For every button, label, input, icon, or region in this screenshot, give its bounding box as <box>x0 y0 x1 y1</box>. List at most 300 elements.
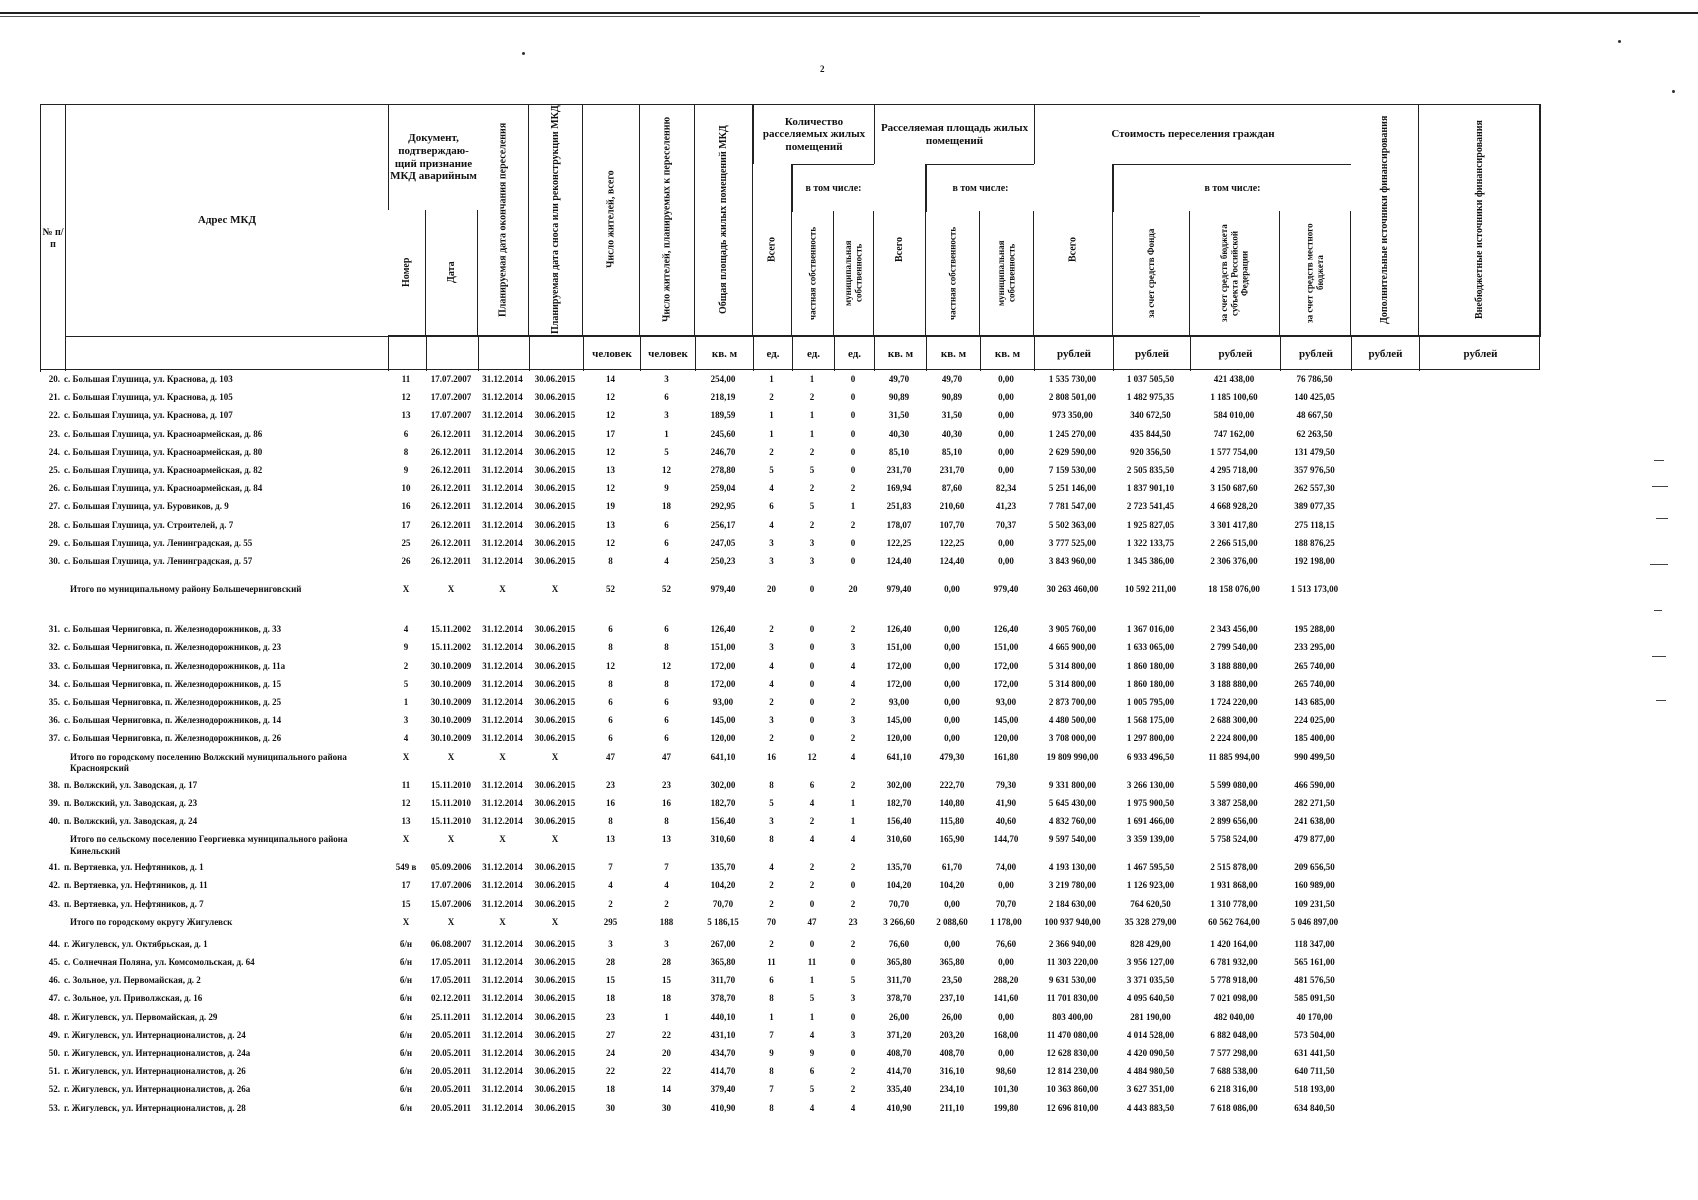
cell-sl: 224 025,00 <box>1294 715 1335 726</box>
cell-cp: 4 <box>809 1029 815 1040</box>
cell-dem: 30.06.2015 <box>534 501 576 512</box>
cell-end: 31.12.2014 <box>482 697 523 707</box>
cell-rp: 6 <box>664 715 669 726</box>
cell-c: 4 <box>769 660 774 671</box>
cell-dem: 30.06.2015 <box>534 465 576 475</box>
cell-rp: 8 <box>664 816 669 826</box>
cell-am: 0,00 <box>998 537 1014 548</box>
cell-ss: 2 224 800,00 <box>1210 733 1258 744</box>
cell-addr: г. Жигулевск, ул. Интернационалистов, д. 24а <box>64 1048 251 1058</box>
table-row <box>40 447 1540 465</box>
cell-s: 5 314 800,00 <box>1048 678 1097 689</box>
cell-s: 3 219 780,00 <box>1048 880 1097 891</box>
cell-c: 2 <box>769 898 774 909</box>
cell-a: 182,70 <box>886 797 912 808</box>
cell-sf: 4 095 640,50 <box>1126 993 1175 1004</box>
cell-c: 70 <box>767 916 776 927</box>
cell-am: 144,70 <box>993 834 1019 845</box>
header-residents-total: Число жителей, всего <box>583 104 640 336</box>
cell-area: 434,70 <box>710 1048 736 1058</box>
cell-date: 26.12.2011 <box>430 519 471 530</box>
cell-ap: 26,00 <box>941 1011 963 1022</box>
cell-num: 9 <box>403 465 409 475</box>
table-row <box>40 642 1540 660</box>
cell-s: 2 366 940,00 <box>1048 938 1097 949</box>
cell-end: 31.12.2014 <box>482 556 523 566</box>
cell-num: 6 <box>403 428 409 439</box>
cell-n: 22. <box>48 410 60 421</box>
cell-addr: с. Большая Глушица, ул. Ленинградская, д. 57 <box>64 556 253 566</box>
cell-a: 172,00 <box>886 678 912 689</box>
cell-dem: 30.06.2015 <box>534 938 576 949</box>
cell-sf: 1 837 901,10 <box>1126 483 1175 494</box>
cell-cm: 2 <box>850 779 856 790</box>
cell-sf: 920 356,50 <box>1130 446 1171 457</box>
cell-a: 365,80 <box>886 957 912 967</box>
unit-cell: человек <box>640 336 695 371</box>
cell-ap: 0,00 <box>944 733 960 744</box>
cell-date: 26.12.2011 <box>430 483 471 494</box>
cell-rt: 8 <box>608 678 613 689</box>
cell-a: 156,40 <box>886 816 912 826</box>
cell-addr: Итого по городскому поселению Волжский муниципального района Красноярский <box>70 751 347 774</box>
cell-sf: 340 672,50 <box>1130 410 1171 421</box>
cell-s: 30 263 460,00 <box>1046 584 1099 595</box>
cell-sf: 1 860 180,00 <box>1126 678 1175 689</box>
cell-date: 30.10.2009 <box>430 715 472 726</box>
cell-end: 31.12.2014 <box>482 733 523 744</box>
cell-sl: 518 193,00 <box>1294 1084 1335 1095</box>
cell-n: 35. <box>48 697 60 707</box>
cell-end: X <box>499 584 506 595</box>
cell-rp: 3 <box>664 938 669 949</box>
cell-c: 20 <box>767 584 776 595</box>
cell-n: 33. <box>48 660 60 671</box>
cell-sf: 281 190,00 <box>1130 1011 1171 1022</box>
cell-ss: 584 010,00 <box>1213 410 1255 421</box>
cell-rt: 27 <box>606 1029 615 1040</box>
cell-rt: 14 <box>606 374 615 384</box>
cell-s: 12 696 810,00 <box>1046 1102 1099 1113</box>
header-planned-demolition: Планируемая дата сноса или реконструкции МКД <box>529 104 583 336</box>
cell-ap: 234,10 <box>939 1084 965 1095</box>
header-no: № п/п <box>40 104 65 372</box>
cell-end: 31.12.2014 <box>482 410 523 421</box>
header-cost-group: Стоимость переселения граждан <box>1034 104 1351 164</box>
cell-n: 32. <box>48 642 60 653</box>
unit-cell: кв. м <box>874 336 926 371</box>
cell-cp: 6 <box>809 1066 815 1077</box>
cell-c: 2 <box>769 446 774 457</box>
table-row <box>40 538 1540 556</box>
cell-a: 70,70 <box>888 898 910 909</box>
cell-cm: 2 <box>850 1084 856 1095</box>
cell-dem: 30.06.2015 <box>534 715 576 726</box>
cell-cp: 6 <box>809 779 815 790</box>
cell-am: 168,00 <box>993 1029 1019 1040</box>
cell-dem: 30.06.2015 <box>534 624 576 635</box>
cell-s: 3 708 000,00 <box>1048 733 1097 744</box>
cell-end: 31.12.2014 <box>482 862 523 873</box>
table-row <box>40 483 1540 501</box>
cell-cm: 0 <box>850 1048 856 1058</box>
cell-date: 15.11.2002 <box>430 642 471 653</box>
cell-sf: 3 266 130,00 <box>1126 779 1175 790</box>
cell-c: 11 <box>767 957 776 967</box>
header-area-group: Расселяемая площадь жилых помещений <box>874 104 1034 164</box>
cell-sl: 265 740,00 <box>1294 660 1335 671</box>
cell-c: 3 <box>769 715 774 726</box>
cell-n: 46. <box>48 975 60 986</box>
cell-sl: 479 877,00 <box>1294 834 1335 845</box>
cell-n: 24. <box>48 446 60 457</box>
cell-date: 17.05.2011 <box>430 975 471 986</box>
cell-am: 141,60 <box>993 993 1019 1004</box>
cell-cp: 0 <box>809 624 815 635</box>
cell-a: 104,20 <box>886 880 912 891</box>
table-row <box>40 374 1540 392</box>
cell-dem: 30.06.2015 <box>534 733 576 744</box>
cell-rp: 5 <box>664 446 669 457</box>
cell-n: 44. <box>48 938 60 949</box>
cell-a: 40,30 <box>888 428 910 439</box>
cell-ap: 61,70 <box>941 862 963 873</box>
cell-cm: 3 <box>850 1029 856 1040</box>
cell-am: 0,00 <box>998 1048 1014 1058</box>
cell-sl: 5 046 897,00 <box>1290 916 1339 927</box>
cell-cm: 0 <box>850 556 856 566</box>
cell-cp: 2 <box>809 483 815 494</box>
cell-am: 0,00 <box>998 556 1014 566</box>
cell-rt: 13 <box>606 834 615 845</box>
cell-s: 4 480 500,00 <box>1048 715 1097 726</box>
header-doc-date: Дата <box>426 210 478 336</box>
cell-rt: 4 <box>608 880 613 891</box>
cell-n: 42. <box>48 880 60 891</box>
cell-c: 8 <box>769 779 774 790</box>
cell-rp: 6 <box>664 537 669 548</box>
header-document: Документ, подтверждаю-щий признание МКД аварийным <box>388 104 478 210</box>
cell-sl: 640 711,50 <box>1294 1066 1335 1077</box>
cell-rp: 16 <box>662 797 671 808</box>
cell-am: 40,60 <box>995 816 1017 826</box>
cell-a: 3 266,60 <box>883 916 915 927</box>
header-extrabudget: Внебюджетные источники финансирования <box>1419 104 1541 336</box>
cell-date: 20.05.2011 <box>430 1084 471 1095</box>
cell-s: 11 470 080,00 <box>1046 1029 1099 1040</box>
cell-end: 31.12.2014 <box>482 465 523 475</box>
cell-a: 172,00 <box>886 660 912 671</box>
cell-c: 3 <box>769 642 774 653</box>
cell-a: 311,70 <box>886 975 912 986</box>
cell-area: 5 186,15 <box>707 916 739 927</box>
unit-cell: ед. <box>753 336 792 371</box>
cell-addr: п. Вертяевка, ул. Нефтяников, д. 11 <box>64 880 208 891</box>
cell-area: 259,04 <box>710 483 736 494</box>
cell-sl: 131 479,50 <box>1294 446 1335 457</box>
cell-c: 8 <box>769 1102 774 1113</box>
table-row <box>40 556 1540 574</box>
cell-cp: 5 <box>809 993 815 1004</box>
table-row <box>40 733 1540 751</box>
cell-cp: 0 <box>809 678 815 689</box>
cell-sl: 40 170,00 <box>1296 1011 1333 1022</box>
cell-ap: 479,30 <box>939 751 965 762</box>
cell-dem: 30.06.2015 <box>534 519 576 530</box>
cell-c: 1 <box>769 374 774 384</box>
cell-date: X <box>447 584 455 595</box>
cell-ap: 49,70 <box>941 374 963 384</box>
table-row <box>40 679 1540 697</box>
cell-cp: 2 <box>809 446 815 457</box>
cell-rp: 1 <box>664 428 669 439</box>
cell-am: 70,37 <box>995 519 1017 530</box>
cell-sl: 1 513 173,00 <box>1290 584 1339 595</box>
cell-cp: 3 <box>809 537 815 548</box>
cell-cm: 3 <box>850 993 856 1004</box>
cell-s: 19 809 990,00 <box>1046 751 1099 762</box>
cell-date: 26.12.2011 <box>430 501 471 512</box>
cell-end: 31.12.2014 <box>482 660 523 671</box>
cell-rt: 24 <box>606 1048 615 1058</box>
cell-rt: 47 <box>606 751 615 762</box>
cell-num: 549 в <box>395 862 417 873</box>
cell-cm: 2 <box>850 624 856 635</box>
cell-date: 30.10.2009 <box>430 660 472 671</box>
cell-rt: 17 <box>606 428 615 439</box>
cell-sl: 76 786,50 <box>1296 374 1333 384</box>
cell-a: 124,40 <box>886 556 912 566</box>
cell-c: 1 <box>769 428 774 439</box>
table-row <box>40 410 1540 428</box>
cell-area: 267,00 <box>710 938 736 949</box>
cell-ss: 2 899 656,00 <box>1210 816 1258 826</box>
cell-end: X <box>499 916 506 927</box>
cell-dem: 30.06.2015 <box>534 816 576 826</box>
cell-num: 17 <box>401 880 411 891</box>
cell-area: 246,70 <box>710 446 736 457</box>
cell-n: 37. <box>48 733 60 744</box>
cell-ap: 2 088,60 <box>936 916 968 927</box>
cell-cm: 0 <box>850 374 856 384</box>
cell-area: 245,60 <box>710 428 736 439</box>
cell-ss: 1 185 100,60 <box>1210 392 1258 403</box>
cell-addr: г. Жигулевск, ул. Интернационалистов, д. 26а <box>64 1084 251 1095</box>
header-planned-end: Планируемая дата окончания переселения <box>478 104 529 336</box>
cell-addr: г. Жигулевск, ул. Интернационалистов, д. 28 <box>64 1102 246 1113</box>
cell-n: 48. <box>48 1011 60 1022</box>
cell-addr: с. Большая Глушица, ул. Краснова, д. 107 <box>64 410 233 421</box>
cell-ap: 165,90 <box>939 834 965 845</box>
cell-sf: 3 359 139,00 <box>1126 834 1175 845</box>
cell-cm: 0 <box>850 446 856 457</box>
cell-am: 79,30 <box>995 779 1017 790</box>
cell-area: 189,59 <box>710 410 736 421</box>
cell-rp: 2 <box>664 898 669 909</box>
cell-dem: 30.06.2015 <box>534 1102 576 1113</box>
cell-cp: 1 <box>809 410 815 421</box>
cell-sl: 585 091,50 <box>1294 993 1335 1004</box>
cell-ss: 1 420 164,00 <box>1210 938 1258 949</box>
cell-end: 31.12.2014 <box>482 374 523 384</box>
cell-am: 41,90 <box>995 797 1017 808</box>
cell-ss: 60 562 764,00 <box>1208 916 1260 927</box>
cell-addr: с. Большая Черниговка, п. Железнодорожников, д. 15 <box>64 678 282 689</box>
cell-end: 31.12.2014 <box>482 501 523 512</box>
cell-rp: 8 <box>664 678 669 689</box>
cell-ap: 237,10 <box>939 993 965 1004</box>
cell-c: 3 <box>769 816 774 826</box>
cell-cp: 47 <box>807 916 817 927</box>
cell-addr: Итого по городскому округу Жигулевск <box>70 916 233 927</box>
cell-s: 1 245 270,00 <box>1048 428 1097 439</box>
cell-num: б/н <box>399 1084 413 1095</box>
cell-ss: 1 931 868,00 <box>1210 880 1258 891</box>
cell-ss: 6 781 932,00 <box>1210 957 1258 967</box>
cell-addr: с. Зольное, ул. Приволжская, д. 16 <box>64 993 203 1004</box>
cell-cm: 0 <box>850 880 856 891</box>
cell-ss: 2 799 540,00 <box>1210 642 1258 653</box>
cell-sl: 195 288,00 <box>1294 624 1335 635</box>
table-row <box>40 465 1540 483</box>
unit-cell: ед. <box>834 336 874 371</box>
cell-rp: 7 <box>664 862 669 873</box>
cell-ap: 0,00 <box>944 624 960 635</box>
cell-rt: 12 <box>606 410 615 421</box>
cell-rp: 52 <box>662 584 671 595</box>
cell-am: 0,00 <box>998 957 1014 967</box>
header-count-private: частная собственность <box>792 211 834 336</box>
cell-a: 414,70 <box>886 1066 912 1077</box>
cell-a: 251,83 <box>886 501 912 512</box>
cell-cm: 20 <box>848 584 858 595</box>
cell-ap: 122,25 <box>939 537 965 548</box>
cell-a: 371,20 <box>886 1029 912 1040</box>
cell-area: 104,20 <box>710 880 736 891</box>
cell-am: 76,60 <box>995 938 1017 949</box>
cell-area: 278,80 <box>710 465 736 475</box>
unit-cell: рублей <box>1113 336 1190 371</box>
cell-num: 8 <box>403 446 409 457</box>
cell-c: 2 <box>769 938 774 949</box>
cell-rt: 15 <box>606 975 615 986</box>
cell-ss: 4 668 928,20 <box>1210 501 1258 512</box>
cell-cp: 0 <box>809 584 815 595</box>
cell-am: 126,40 <box>993 624 1019 635</box>
cell-area: 250,23 <box>710 556 736 566</box>
unit-empty <box>388 336 426 371</box>
cell-ap: 85,10 <box>941 446 963 457</box>
cell-rt: 6 <box>608 733 613 744</box>
cell-n: 21. <box>48 392 60 403</box>
cell-addr: Итого по сельскому поселению Георгиевка муниципального района Кинельский <box>70 834 348 856</box>
header-area-municipal: муниципальная собственность <box>980 211 1034 336</box>
header-doc-number: Номер <box>388 210 426 336</box>
cell-rt: 2 <box>608 898 613 909</box>
cell-area: 378,70 <box>710 993 736 1004</box>
cell-c: 2 <box>769 880 774 891</box>
cell-ap: 0,00 <box>944 938 960 949</box>
cell-addr: г. Жигулевск, ул. Первомайская, д. 29 <box>64 1011 218 1022</box>
cell-date: 17.07.2006 <box>430 880 472 891</box>
cell-end: 31.12.2014 <box>482 975 523 986</box>
cell-am: 145,00 <box>993 715 1019 726</box>
cell-rt: 23 <box>606 1011 615 1022</box>
cell-sf: 1 568 175,00 <box>1126 715 1175 726</box>
cell-cp: 1 <box>809 428 815 439</box>
cell-s: 11 701 830,00 <box>1046 993 1099 1004</box>
cell-sl: 357 976,50 <box>1294 465 1335 475</box>
cell-date: 30.10.2009 <box>430 697 472 707</box>
cell-area: 254,00 <box>710 374 736 384</box>
cell-cp: 0 <box>809 938 815 949</box>
cell-area: 135,70 <box>710 862 736 873</box>
unit-cell: рублей <box>1034 336 1113 371</box>
cell-n: 26. <box>48 483 60 494</box>
cell-num: 3 <box>403 715 409 726</box>
cell-n: 39. <box>48 797 60 808</box>
cell-sf: 6 933 496,50 <box>1126 751 1175 762</box>
cell-dem: 30.06.2015 <box>534 642 576 653</box>
cell-ap: 316,10 <box>939 1066 965 1077</box>
cell-s: 5 645 430,00 <box>1048 797 1097 808</box>
table-row <box>40 392 1540 410</box>
cell-num: X <box>402 834 410 845</box>
cell-am: 199,80 <box>993 1102 1019 1113</box>
cell-dem: 30.06.2015 <box>534 537 576 548</box>
cell-am: 288,20 <box>993 975 1019 986</box>
cell-c: 4 <box>769 519 774 530</box>
cell-cm: 2 <box>850 483 856 494</box>
cell-num: 25 <box>401 537 411 548</box>
cell-sf: 10 592 211,00 <box>1124 584 1177 595</box>
cell-end: 31.12.2014 <box>482 624 523 635</box>
cell-end: 31.12.2014 <box>482 1029 523 1040</box>
cell-rt: 3 <box>608 938 613 949</box>
cell-area: 247,05 <box>710 537 736 548</box>
cell-date: 26.12.2011 <box>430 556 471 566</box>
cell-rp: 18 <box>662 501 671 512</box>
cell-area: 641,10 <box>710 751 736 762</box>
cell-c: 8 <box>769 993 774 1004</box>
cell-c: 4 <box>769 678 774 689</box>
cell-am: 0,00 <box>998 392 1014 403</box>
cell-cp: 4 <box>809 834 815 845</box>
cell-cp: 4 <box>809 1102 815 1113</box>
cell-rp: 6 <box>664 624 669 635</box>
cell-sf: 764 620,50 <box>1130 898 1171 909</box>
cell-num: 13 <box>401 410 411 421</box>
cell-date: 20.05.2011 <box>430 1102 471 1113</box>
cell-sf: 1 633 065,00 <box>1126 642 1175 653</box>
cell-s: 9 331 800,00 <box>1048 779 1097 790</box>
cell-ap: 210,60 <box>939 501 965 512</box>
cell-a: 135,70 <box>886 862 912 873</box>
table-row <box>40 993 1540 1011</box>
cell-addr: п. Волжский, ул. Заводская, д. 17 <box>64 779 198 790</box>
cell-end: 31.12.2014 <box>482 642 523 653</box>
header-cost-local: за счет средств местного бюджета <box>1280 211 1351 336</box>
header-area-total: Всего <box>874 164 926 336</box>
cell-cm: 3 <box>850 642 856 653</box>
cell-cm: 3 <box>850 715 856 726</box>
cell-dem: 30.06.2015 <box>534 660 576 671</box>
cell-dem: 30.06.2015 <box>534 1048 576 1058</box>
cell-cp: 2 <box>809 862 815 873</box>
cell-area: 156,40 <box>710 816 736 826</box>
table-row <box>40 939 1540 957</box>
table-row <box>40 1012 1540 1030</box>
